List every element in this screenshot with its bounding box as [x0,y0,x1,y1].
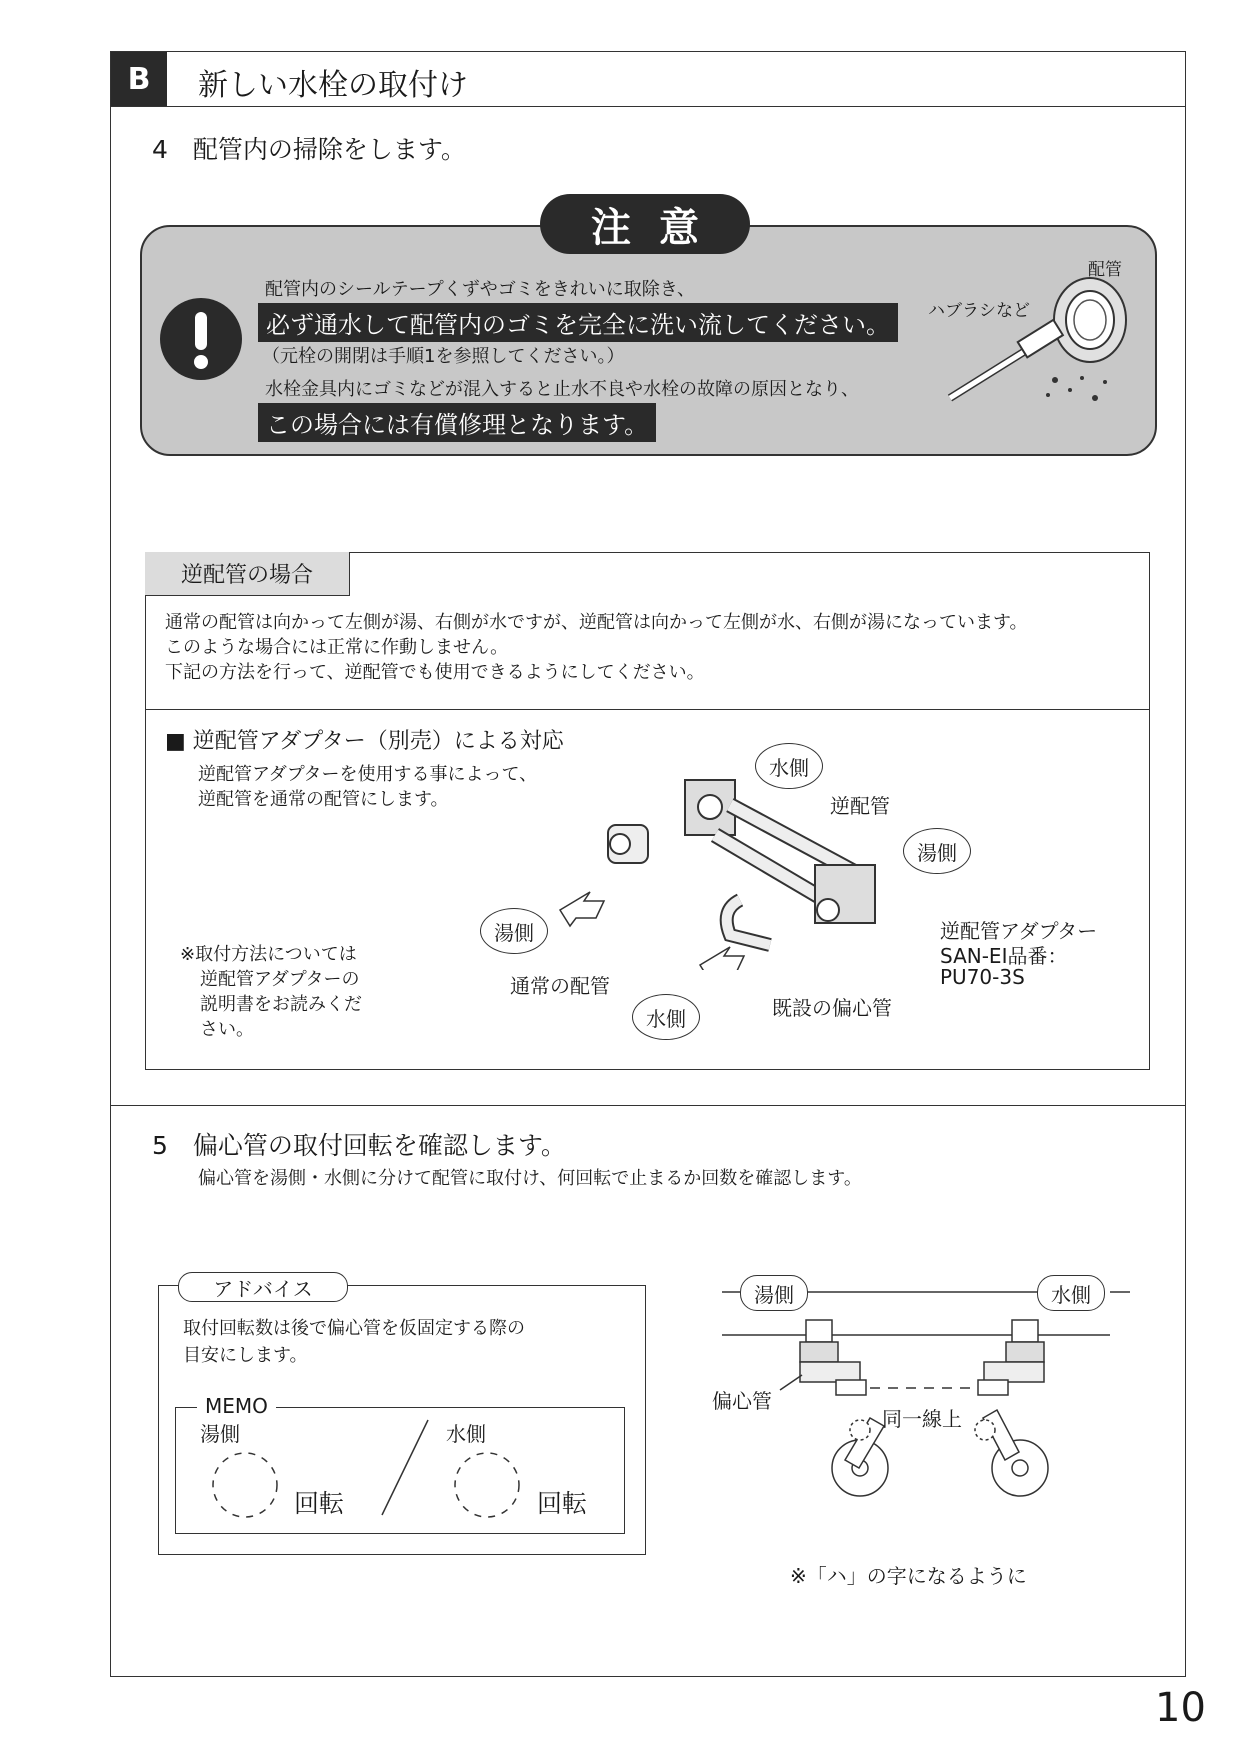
reverse-note4: さい。 [200,1019,254,1040]
exclamation-icon [160,298,242,380]
reverse-sub1: 逆配管アダプターを使用する事によって、 [198,764,538,785]
advice-tab: アドバイス [178,1272,348,1302]
reverse-note1: ※取付方法については [180,944,357,965]
caution-line1: 配管内のシールテープくずやゴミをきれいに取除き、 [265,279,696,300]
step5-title: 5 偏心管の取付回転を確認します。 [152,1131,566,1160]
step5-divider [110,1105,1186,1106]
reverse-desc1: 通常の配管は向かって左側が湯、右側が水ですが、逆配管は向かって左側が水、右側が湯になっています。 [165,612,1028,633]
label-adapter3: PU70-3S [940,965,1025,989]
caution-line2: （元栓の開閉は手順1を参照してください。） [262,346,625,367]
section-badge: B [111,52,167,106]
caution-line3: 水栓金具内にゴミなどが混入すると止水不良や水栓の故障の原因となり、 [265,379,859,400]
reverse-note3: 説明書をお読みくだ [200,994,362,1015]
illus-pipe-label: 配管 [1088,260,1122,280]
step4-title: 4 配管内の掃除をします。 [152,135,466,164]
diag-hot-label: 湯側 [740,1275,808,1311]
reverse-desc2: このような場合には正常に作動しません。 [165,637,509,658]
diag-water-label: 水側 [1037,1275,1105,1311]
diag-sameline-label: 同一線上 [882,1407,962,1431]
reverse-note2: 逆配管アダプターの [200,969,360,990]
brush-pipe-illustration [940,270,1130,430]
label-hot-left: 湯側 [480,908,548,954]
diag-pipe-label: 偏心管 [712,1389,772,1413]
advice-line1: 取付回転数は後で偏心管を仮固定する際の [183,1318,525,1339]
reverse-desc3: 下記の方法を行って、逆配管でも使用できるようにしてください。 [165,662,705,683]
illus-brush-label: ハブラシなど [928,301,1030,321]
memo-turn1: 回転 [294,1489,345,1518]
section-title: 新しい水栓の取付け [198,68,468,103]
memo-label: MEMO [197,1394,276,1418]
caution-highlight1: 必ず通水して配管内のゴミを完全に洗い流してください。 [258,303,898,342]
reverse-sub2: 逆配管を通常の配管にします。 [198,789,449,810]
memo-water-label: 水側 [446,1422,486,1446]
label-normal: 通常の配管 [510,974,610,998]
step5-desc: 偏心管を湯側・水側に分けて配管に取付け、何回転で止まるか回数を確認します。 [198,1168,862,1189]
reverse-piping-tab: 逆配管の場合 [145,552,350,596]
advice-line2: 目安にします。 [183,1345,308,1366]
diag-note: ※「ハ」の字になるように [790,1564,1027,1588]
label-water-bottom: 水側 [632,994,700,1040]
page-number: 10 [1155,1685,1206,1731]
reverse-divider [145,709,1150,710]
label-water-top: 水側 [755,743,823,789]
label-adapter1: 逆配管アダプター [940,919,1098,943]
caution-label: 注意 [540,194,750,254]
label-reverse: 逆配管 [830,794,890,818]
label-existing: 既設の偏心管 [772,996,892,1020]
label-hot-right: 湯側 [903,828,971,874]
reverse-subhead: ■ 逆配管アダプター（別売）による対応 [165,729,564,754]
caution-highlight2: この場合には有償修理となります。 [258,403,656,442]
memo-turn2: 回転 [537,1489,588,1518]
label-adapter2: SAN-EI品番： [940,944,1068,968]
memo-hot-label: 湯側 [200,1422,240,1446]
